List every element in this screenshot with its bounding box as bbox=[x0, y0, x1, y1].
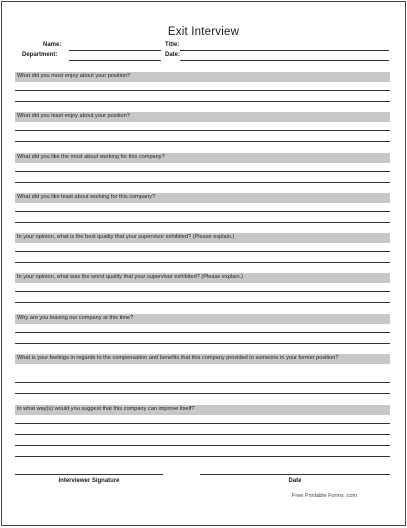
question-bar: What is your feelings in regards to the compensation and benefits that this company provided to someone in your former position? bbox=[15, 354, 390, 364]
signature-date-field[interactable] bbox=[200, 474, 390, 475]
department-label: Department: bbox=[22, 52, 58, 58]
question-bar: In what way(s) would you suggest that this company can improve itself? bbox=[15, 405, 390, 415]
answer-line[interactable] bbox=[15, 434, 390, 435]
question-bar: In your opinion, what is the best quality that your supervisor exhibited? (Please explain.) bbox=[15, 233, 390, 243]
answer-line[interactable] bbox=[15, 423, 390, 424]
answer-line[interactable] bbox=[15, 456, 390, 457]
interviewer-signature-label: Interviewer Signature bbox=[58, 478, 120, 484]
question-bar: In your opinion, what was the worst quality that your supervisor exhibited? (Please explain.) bbox=[15, 273, 390, 283]
date-label: Date: bbox=[165, 52, 181, 58]
exit-interview-form bbox=[1, 1, 406, 526]
form-title: Exit Interview bbox=[167, 26, 240, 38]
answer-line[interactable] bbox=[15, 90, 390, 91]
answer-line[interactable] bbox=[15, 141, 390, 142]
signature-date-label: Date bbox=[288, 478, 302, 484]
answer-line[interactable] bbox=[15, 262, 390, 263]
title-label: Title: bbox=[165, 42, 180, 48]
interviewer-signature-field[interactable] bbox=[15, 474, 163, 475]
answer-line[interactable] bbox=[15, 211, 390, 212]
answer-line[interactable] bbox=[15, 291, 390, 292]
name-label: Name: bbox=[43, 42, 62, 48]
answer-line[interactable] bbox=[15, 251, 390, 252]
answer-line[interactable] bbox=[15, 343, 390, 344]
date-field[interactable] bbox=[180, 60, 389, 61]
name-field[interactable] bbox=[69, 50, 161, 51]
title-field[interactable] bbox=[180, 50, 389, 51]
answer-line[interactable] bbox=[15, 302, 390, 303]
answer-line[interactable] bbox=[15, 382, 390, 383]
answer-line[interactable] bbox=[15, 171, 390, 172]
answer-line[interactable] bbox=[15, 332, 390, 333]
question-bar: What did you like least about working for this company? bbox=[15, 193, 390, 203]
footer-credit: Free Printable Forms .com bbox=[292, 493, 358, 499]
answer-line[interactable] bbox=[15, 130, 390, 131]
question-bar: Why are you leaving our company at this time? bbox=[15, 314, 390, 324]
answer-line[interactable] bbox=[15, 182, 390, 183]
answer-line[interactable] bbox=[15, 222, 390, 223]
answer-line[interactable] bbox=[15, 101, 390, 102]
question-bar: What did you least enjoy about your position? bbox=[15, 112, 390, 122]
question-bar: What did you most enjoy about your position? bbox=[15, 72, 390, 82]
question-bar: What did you like the most about working for this company? bbox=[15, 153, 390, 163]
answer-line[interactable] bbox=[15, 445, 390, 446]
answer-line[interactable] bbox=[15, 393, 390, 394]
department-field[interactable] bbox=[69, 60, 161, 61]
